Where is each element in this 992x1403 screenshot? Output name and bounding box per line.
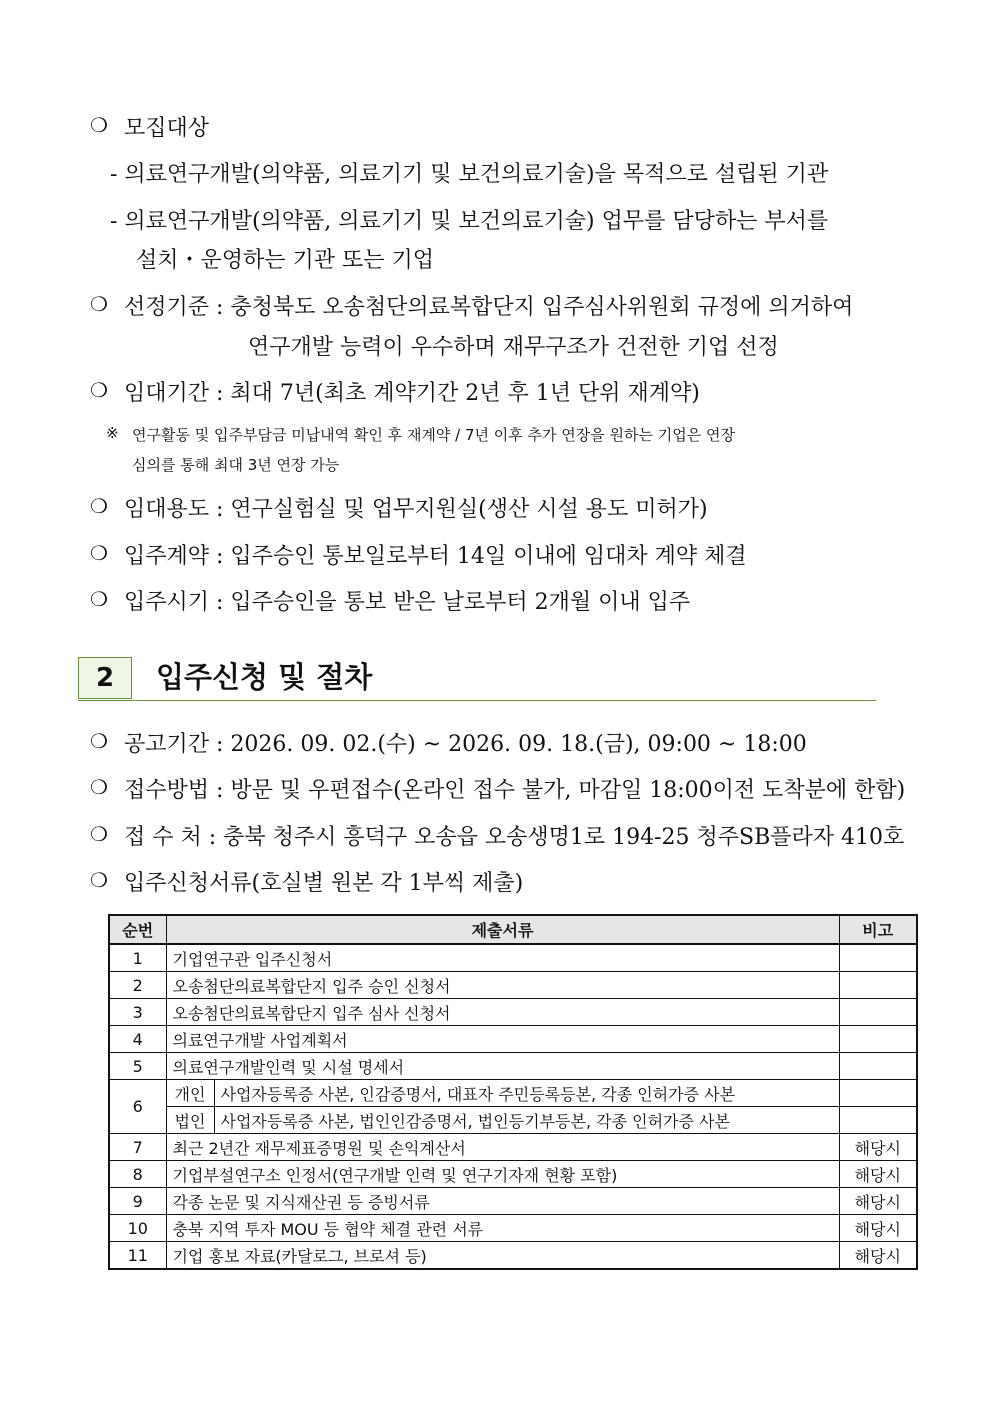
lease-period: 임대기간 : 최대 7년(최초 계약기간 2년 후 1년 단위 재계약)	[124, 381, 700, 406]
row-doc-corporate: 사업자등록증 사본, 법인인감증명서, 법인등기부등본, 각종 인허가증 사본	[214, 1107, 839, 1134]
row-no: 11	[109, 1242, 166, 1270]
circle-bullet-icon: ❍	[90, 587, 108, 611]
row-no: 10	[109, 1215, 166, 1242]
circle-bullet-icon: ❍	[90, 775, 108, 799]
row-doc: 기업부설연구소 인정서(연구개발 인력 및 연구기자재 현황 포함)	[166, 1161, 839, 1188]
header-document: 제출서류	[166, 915, 839, 944]
row-note: 해당시	[839, 1215, 917, 1242]
circle-bullet-icon: ❍	[90, 868, 108, 892]
row-no: 9	[109, 1188, 166, 1215]
row-doc: 오송첨단의료복합단지 입주 승인 신청서	[166, 972, 839, 999]
row-note: 해당시	[839, 1134, 917, 1161]
row-note	[839, 1053, 917, 1080]
row-note	[839, 1080, 917, 1107]
row-no: 8	[109, 1161, 166, 1188]
row-note: 해당시	[839, 1188, 917, 1215]
header-note: 비고	[839, 915, 917, 944]
note-line-2: 심의를 통해 최대 3년 연장 가능	[132, 456, 340, 474]
row-note: 해당시	[839, 1242, 917, 1270]
circle-bullet-icon: ❍	[90, 541, 108, 565]
row-doc: 최근 2년간 재무제표증명원 및 손익계산서	[166, 1134, 839, 1161]
header-no: 순번	[109, 915, 166, 944]
row-no: 3	[109, 999, 166, 1026]
note-symbol: ※	[106, 424, 119, 442]
notice-period: 공고기간 : 2026. 09. 02.(수) ~ 2026. 09. 18.(금), 09:00 ~ 18:00	[124, 732, 807, 757]
target-item-1: - 의료연구개발(의약품, 의료기기 및 보건의료기술)을 목적으로 설립된 기관	[110, 162, 829, 187]
target-item-2-cont: 설치・운영하는 기관 또는 기업	[136, 248, 435, 273]
circle-bullet-icon: ❍	[90, 729, 108, 753]
note-line-1: 연구활동 및 입주부담금 미납내역 확인 후 재계약 / 7년 이후 추가 연장을 원하는 기업은 연장	[132, 426, 735, 444]
row-note	[839, 944, 917, 972]
table-row	[109, 1134, 917, 1161]
criteria-line-2: 연구개발 능력이 우수하며 재무구조가 건전한 기업 선정	[248, 335, 779, 360]
target-item-2: - 의료연구개발(의약품, 의료기기 및 보건의료기술) 업무를 담당하는 부서를	[110, 209, 829, 234]
circle-bullet-icon: ❍	[90, 494, 108, 518]
row-doc: 기업 홍보 자료(카달로그, 브로셔 등)	[166, 1242, 839, 1270]
section-divider	[78, 700, 876, 701]
row-doc: 의료연구개발인력 및 시설 명세서	[166, 1053, 839, 1080]
table-row	[109, 1188, 917, 1215]
move-in-timing: 입주시기 : 입주승인을 통보 받은 날로부터 2개월 이내 입주	[124, 590, 691, 615]
submission-method: 접수방법 : 방문 및 우편접수(온라인 접수 불가, 마감일 18:00이전 도착분에 한함)	[124, 778, 906, 803]
circle-bullet-icon: ❍	[90, 113, 108, 137]
row-no: 7	[109, 1134, 166, 1161]
section-number: 2	[78, 657, 132, 699]
section-title: 입주신청 및 절차	[156, 660, 373, 694]
lease-use: 임대용도 : 연구실험실 및 업무지원실(생산 시설 용도 미허가)	[124, 497, 708, 522]
table-row	[109, 1242, 917, 1270]
row-no: 4	[109, 1026, 166, 1053]
circle-bullet-icon: ❍	[90, 292, 108, 316]
documents-table	[108, 914, 918, 1270]
submission-place: 접 수 처 : 충북 청주시 흥덕구 오송읍 오송생명1로 194-25 청주SB플라자 410호	[124, 825, 905, 850]
table-row	[109, 1080, 917, 1107]
row-no: 5	[109, 1053, 166, 1080]
target-label: 모집대상	[124, 116, 210, 141]
row-sub-label-personal: 개인	[166, 1080, 214, 1107]
table-row	[109, 1026, 917, 1053]
table-row	[109, 999, 917, 1026]
row-doc: 기업연구관 입주신청서	[166, 944, 839, 972]
table-row	[109, 944, 917, 972]
row-note	[839, 999, 917, 1026]
documents-title: 입주신청서류(호실별 원본 각 1부씩 제출)	[124, 871, 524, 896]
row-doc-personal: 사업자등록증 사본, 인감증명서, 대표자 주민등록등본, 각종 인허가증 사본	[214, 1080, 839, 1107]
table-row	[109, 972, 917, 999]
row-sub-label-corporate: 법인	[166, 1107, 214, 1134]
row-note	[839, 1107, 917, 1134]
move-in-contract: 입주계약 : 입주승인 통보일로부터 14일 이내에 임대차 계약 체결	[124, 544, 747, 569]
row-doc: 오송첨단의료복합단지 입주 심사 신청서	[166, 999, 839, 1026]
row-note: 해당시	[839, 1161, 917, 1188]
row-note	[839, 972, 917, 999]
row-no: 6	[109, 1080, 166, 1134]
row-doc: 각종 논문 및 지식재산권 등 증빙서류	[166, 1188, 839, 1215]
row-note	[839, 1026, 917, 1053]
circle-bullet-icon: ❍	[90, 822, 108, 846]
table-row	[109, 1053, 917, 1080]
circle-bullet-icon: ❍	[90, 378, 108, 402]
row-doc: 의료연구개발 사업계획서	[166, 1026, 839, 1053]
criteria-line-1: 선정기준 : 충청북도 오송첨단의료복합단지 입주심사위원회 규정에 의거하여	[124, 295, 854, 320]
row-doc: 충북 지역 투자 MOU 등 협약 체결 관련 서류	[166, 1215, 839, 1242]
section-header	[78, 657, 876, 701]
row-no: 2	[109, 972, 166, 999]
table-header-row	[109, 915, 917, 944]
table-row	[109, 1215, 917, 1242]
row-no: 1	[109, 944, 166, 972]
table-row	[109, 1161, 917, 1188]
table-row	[109, 1107, 917, 1134]
